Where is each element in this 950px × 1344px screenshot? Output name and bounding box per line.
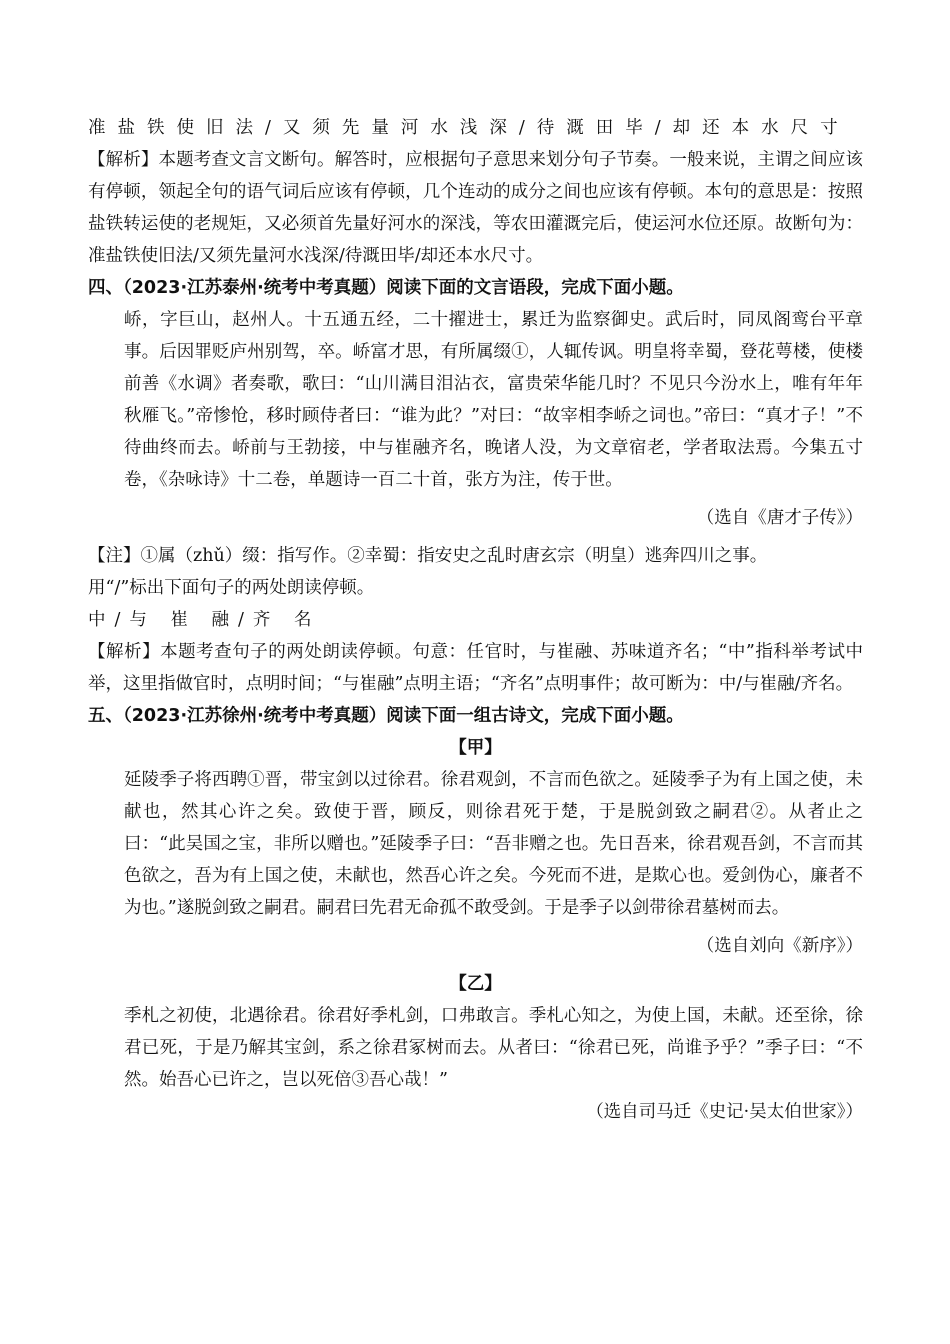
q5-yi-label: 【乙】 xyxy=(449,974,502,994)
q4-source: （选自《唐才子传》） xyxy=(696,508,863,528)
q5-jia-passage: 延陵季子将西聘①晋，带宝剑以过徐君。徐君观剑，不言而色欲之。延陵季子为有上国之使，未献也，然其心许之矣。致使于晋，顾反，则徐君死于楚，于是脱剑致之嗣君②。从者止之曰：“此吴国之宝，非所以赠也。”延陵季子曰：“吾非赠之也。先日吾来，徐君观吾剑，不言而其色欲之，吾为有上国之使，未献也，然吾心许之矣。今死而不进，是欺心也。爱剑伪心，廉者不为也。”遂脱剑致之嗣君。嗣君曰先君无命孤不敢受剑。于是季子以剑带徐君墓树而去。 xyxy=(124,770,863,918)
q4-answer: 中/与 崔 融/齐 名 xyxy=(88,610,321,630)
q5-jia-label: 【甲】 xyxy=(449,738,502,758)
q5-yi-source: （选自司马迁《史记·吴太伯世家》） xyxy=(586,1102,863,1122)
q4-heading: 四、（2023·江苏泰州·统考中考真题）阅读下面的文言语段，完成下面小题。 xyxy=(88,278,684,298)
q5-heading: 五、（2023·江苏徐州·统考中考真题）阅读下面一组古诗文，完成下面小题。 xyxy=(88,706,684,726)
q3-analysis: 【解析】本题考查文言文断句。解答时，应根据句子意思来划分句子节奏。一般来说，主谓之间应该有停顿，领起全句的语气词后应该有停顿，几个连动的成分之间也应该有停顿。本句的意思是：按照盐铁转运使的老规矩，又必须首先量好河水的深浅，等农田灌溉完后，使运河水位还原。故断句为：准盐铁使旧法/又须先量河水浅深/待溉田毕/却还本水尺寸。 xyxy=(88,150,863,266)
q3-answer-line: 准盐铁使旧法/又须先量河水浅深/待溉田毕/却还本水尺寸 xyxy=(88,118,850,138)
document-page xyxy=(88,112,863,1128)
q5-jia-source: （选自刘向《新序》） xyxy=(696,936,863,956)
q4-note: 【注】①属（zhǔ）缀：指写作。②幸蜀：指安史之乱时唐玄宗（明皇）逃奔四川之事。 xyxy=(88,546,768,566)
q4-question: 用“/”标出下面句子的两处朗读停顿。 xyxy=(88,578,375,598)
q4-analysis: 【解析】本题考查句子的两处朗读停顿。句意：任官时，与崔融、苏味道齐名；“中”指科举考试中举，这里指做官时，点明时间；“与崔融”点明主语；“齐名”点明事件；故可断为：中/与崔融/齐名。 xyxy=(88,642,863,694)
q5-yi-passage: 季札之初使，北遇徐君。徐君好季札剑，口弗敢言。季札心知之，为使上国，未献。还至徐，徐君已死，于是乃解其宝剑，系之徐君冢树而去。从者曰：“徐君已死，尚谁予乎？”季子曰：“不然。始吾心已许之，岂以死倍③吾心哉！” xyxy=(124,1006,863,1090)
q4-passage: 峤，字巨山，赵州人。十五通五经，二十擢进士，累迁为监察御史。武后时，同凤阁鸾台平章事。后因罪贬庐州别驾，卒。峤富才思，有所属缀①，人辄传讽。明皇将幸蜀，登花萼楼，使楼前善《水调》者奏歌，歌曰：“山川满目泪沾衣，富贵荣华能几时？不见只今汾水上，唯有年年秋雁飞。”帝惨怆，移时顾侍者曰：“谁为此？”对曰：“故宰相李峤之词也。”帝曰：“真才子！”不待曲终而去。峤前与王勃接，中与崔融齐名，晚诸人没，为文章宿老，学者取法焉。今集五寸卷，《杂咏诗》十二卷，单题诗一百二十首，张方为注，传于世。 xyxy=(124,310,863,490)
